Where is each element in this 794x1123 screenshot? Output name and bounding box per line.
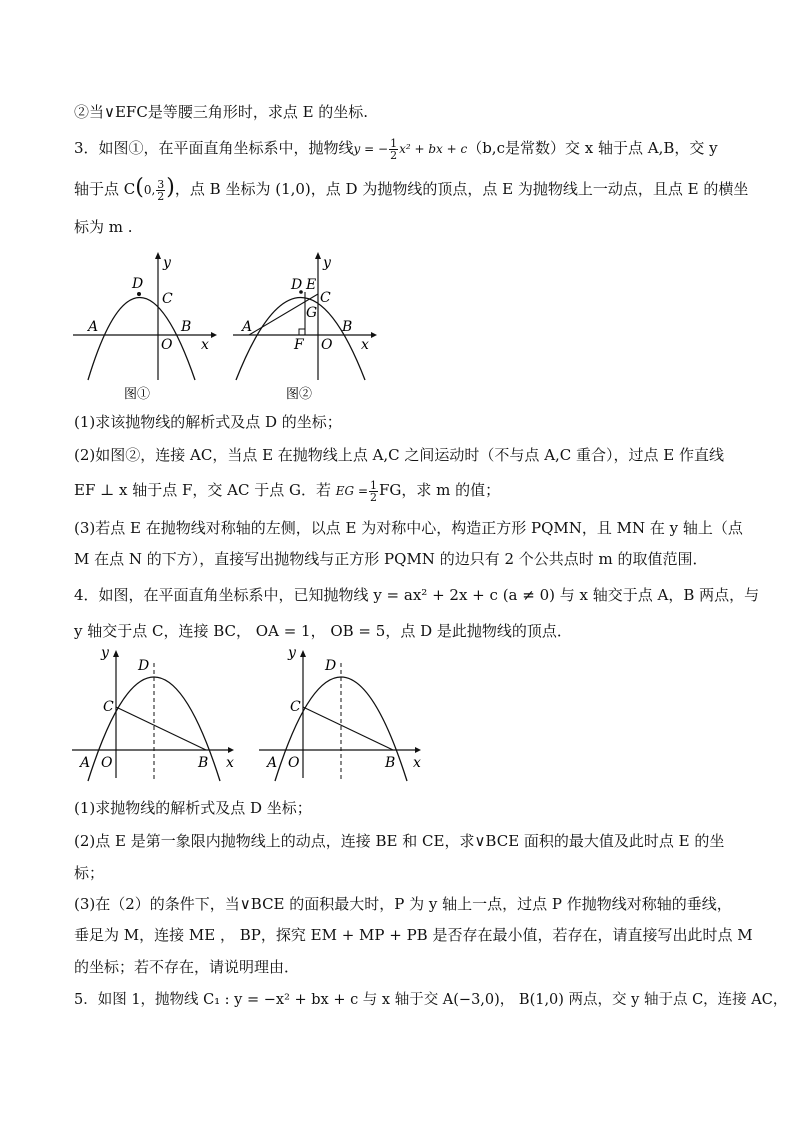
equation: y = −	[353, 142, 389, 156]
q4-2b: 标；	[74, 864, 105, 882]
text: 轴于点 C	[74, 180, 136, 198]
label-C: C	[290, 699, 301, 715]
q4-2a: (2)点 E 是第一象限内抛物线上的动点，连接 BE 和 CE，求∨BCE 面积的最大值及此时点 E 的坐	[74, 832, 725, 850]
label-C: C	[103, 699, 114, 715]
fraction-den: 2	[390, 148, 398, 162]
fraction-den: 2	[370, 490, 378, 504]
label-F: F	[294, 337, 304, 353]
label-y: y	[163, 255, 171, 271]
label-y: y	[288, 645, 296, 661]
problem-5-line-1: 5．如图 1，抛物线 C₁ : y = −x² + bx + c 与 x 轴于交 A(−3,0)， B(1,0) 两点，交 y 轴于点 C，连接 AC，	[74, 992, 788, 1008]
q4-1: (1)求抛物线的解析式及点 D 坐标；	[74, 799, 312, 817]
label-B: B	[181, 319, 192, 335]
fraction-num: 3	[157, 177, 165, 191]
text: EF ⊥ x 轴于点 F，交 AC 于点 G．若	[74, 481, 332, 499]
text: FG，求 m 的值；	[379, 481, 501, 499]
label-O: O	[321, 337, 333, 353]
label-D: D	[325, 658, 337, 674]
q4-3a: (3)在（2）的条件下，当∨BCE 的面积最大时，P 为 y 轴上一点，过点 P 作抛物线对称轴的垂线，	[74, 895, 732, 913]
label-x: x	[361, 337, 369, 353]
caption-2: 图②	[286, 387, 313, 400]
label-G: G	[306, 305, 318, 321]
figure-4	[255, 643, 430, 783]
fraction-den: 2	[157, 189, 165, 203]
q3-3b: M 在点 N 的下方），直接写出抛物线与正方形 PQMN 的边只有 2 个公共点时 m 的取值范围．	[74, 550, 708, 568]
label-O: O	[101, 755, 113, 771]
text: （b,c是常数）交 x 轴于点 A,B，交 y	[467, 139, 718, 157]
q3-2b	[74, 479, 500, 503]
label-C: C	[320, 290, 331, 306]
line-1: ②当∨EFC是等腰三角形时，求点 E 的坐标.	[74, 103, 369, 121]
fraction	[156, 179, 165, 202]
zero: 0,	[143, 183, 156, 197]
label-O: O	[288, 755, 300, 771]
label-O: O	[161, 337, 173, 353]
paren: (	[135, 175, 144, 200]
label-A: A	[267, 755, 278, 771]
label-x: x	[226, 755, 234, 771]
label-D: D	[291, 277, 303, 293]
equation: EG =	[335, 484, 369, 498]
text: ，点 B 坐标为 (1,0)，点 D 为抛物线的顶点，点 E 为抛物线上一动点，且点 E 的横坐	[174, 180, 749, 198]
fraction-num: 1	[390, 136, 398, 150]
figure-1	[68, 245, 218, 400]
label-y: y	[323, 255, 331, 271]
label-E: E	[306, 277, 317, 293]
label-A: A	[88, 319, 99, 335]
label-B: B	[198, 755, 209, 771]
fraction	[389, 138, 398, 161]
text: 3．如图①，在平面直角坐标系中，抛物线	[74, 139, 354, 157]
label-D: D	[138, 658, 150, 674]
problem-3-line-3: 标为 m .	[74, 218, 133, 236]
q3-3a: (3)若点 E 在抛物线对称轴的左侧，以点 E 为对称中心，构造正方形 PQMN，且 MN 在 y 轴上（点	[74, 519, 743, 537]
q4-3c: 的坐标；若不存在，请说明理由．	[74, 958, 300, 976]
label-C: C	[162, 291, 173, 307]
figure-2	[228, 245, 378, 400]
q4-3b: 垂足为 M，连接 ME ， BP，探究 EM + MP + PB 是否存在最小值，若存在，请直接写出此时点 M	[74, 926, 753, 944]
equation: x² + bx + c	[399, 142, 468, 156]
problem-3-line-2	[74, 177, 748, 202]
paren: )	[166, 175, 175, 200]
problem-4-line-2: y 轴交于点 C，连接 BC， OA = 1， OB = 5，点 D 是此抛物线的顶点．	[74, 622, 572, 640]
problem-4-line-1: 4．如图，在平面直角坐标系中，已知抛物线 y = ax² + 2x + c (a ≠ 0) 与 x 轴交于点 A，B 两点，与	[74, 586, 760, 604]
label-B: B	[385, 755, 396, 771]
figure-3	[68, 643, 243, 783]
label-y: y	[101, 645, 109, 661]
label-x: x	[413, 755, 421, 771]
label-A: A	[80, 755, 91, 771]
label-A: A	[242, 319, 253, 335]
label-B: B	[342, 319, 353, 335]
problem-3-line-1	[74, 137, 718, 161]
fraction-num: 1	[370, 478, 378, 492]
q3-2a: (2)如图②，连接 AC，当点 E 在抛物线上点 A,C 之间运动时（不与点 A,C 重合），过点 E 作直线	[74, 446, 725, 464]
q3-1: (1)求该抛物线的解析式及点 D 的坐标；	[74, 413, 342, 431]
caption-1: 图①	[124, 387, 151, 400]
fraction	[369, 480, 378, 503]
label-x: x	[201, 337, 209, 353]
label-D: D	[132, 276, 144, 292]
